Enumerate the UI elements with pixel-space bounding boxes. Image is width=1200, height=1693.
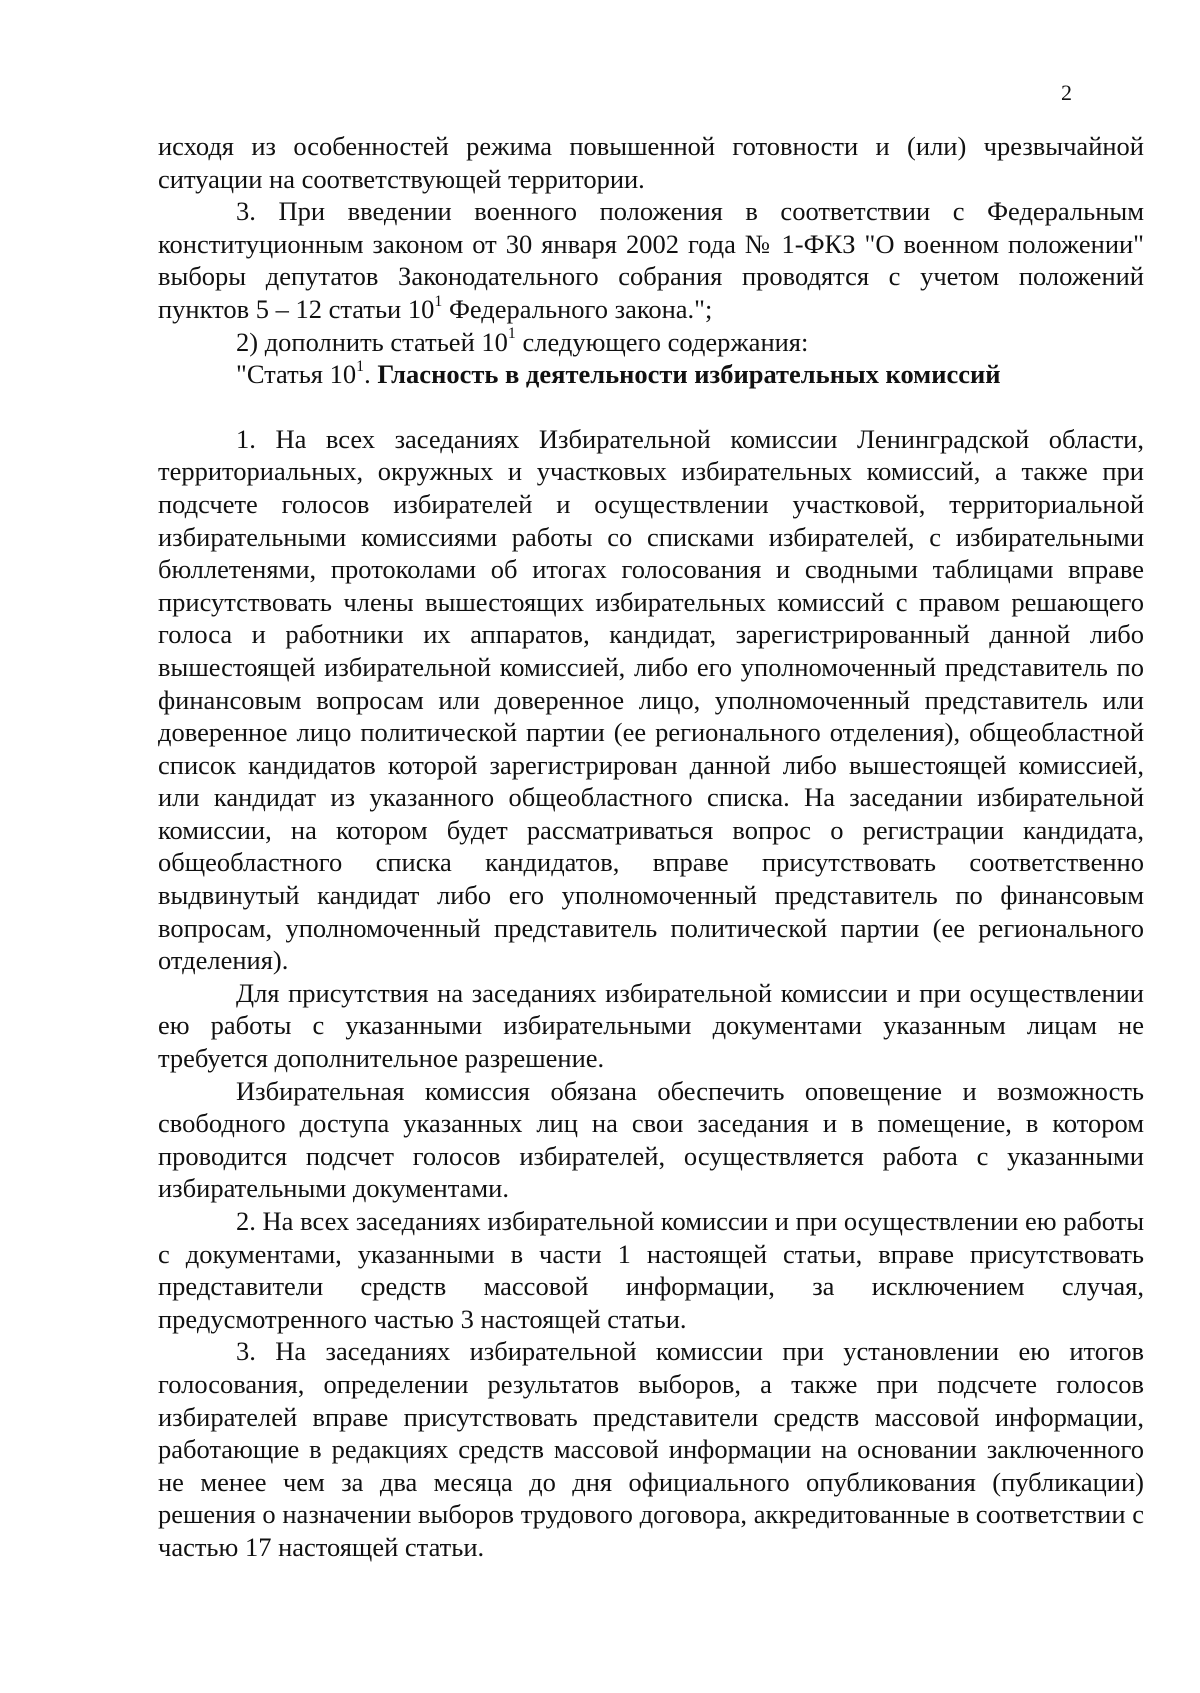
article-title: Гласность в деятельности избирательных комиссий [377,359,1001,390]
section-1-paragraph-2: Для присутствия на заседаниях избирательной комиссии и при осуществлении ею работы с указанными избирательными документами указанным лицам не требуется дополнительное разрешение. [158,977,1144,1074]
paragraph-item-2 [158,326,1144,359]
section-1-paragraph-3: Избирательная комиссия обязана обеспечить оповещение и возможность свободного доступа указанных лиц на свои заседания и в помещение, в котором проводится подсчет голосов избирателей, осуществляется работа с указанными избирательными документами. [158,1075,1144,1204]
section-3-paragraph: 3. На заседаниях избирательной комиссии при установлении ею итогов голосования, определении результатов выборов, а также при подсчете голосов избирателей вправе присутствовать представители средств массовой информации, работающие в редакциях средств массовой информации на основании заключенного не менее чем за два месяца до дня официального опубликования (публикации) решения о назначении выборов трудового договора, аккредитованные в соответствии с частью 17 настоящей статьи. [158,1336,1144,1562]
paragraph-point-3 [158,195,1144,325]
spacer [158,391,1144,423]
article-heading [158,358,1144,391]
page-number: 2 [1061,80,1072,105]
item-2-text-end: следующего содержания: [515,326,809,357]
superscript: 1 [507,325,516,343]
item-2-text: 2) дополнить статьей 10 [236,326,508,357]
superscript: 1 [434,292,443,310]
section-2-paragraph: 2. На всех заседаниях избирательной комиссии и при осуществлении ею работы с документами, указанными в части 1 настоящей статьи, вправе присутствовать представители средств массовой информации, за исключением случая, предусмотренного частью 3 настоящей статьи. [158,1206,1144,1334]
article-heading-dot: . [364,359,378,390]
continuation-paragraph: исходя из особенностей режима повышенной готовности и (или) чрезвычайной ситуации на соответствующей территории. [158,131,1144,194]
superscript: 1 [356,357,365,375]
paragraph-point-3-text: 3. При введении военного положения в соответствии с Федеральным конституционным законом от 30 января 2002 года № 1-ФКЗ "О военном положении" выборы депутатов Законодательного собрания проводятся с учетом положений пунктов 5 – 12 статьи 10 [158,196,1144,324]
section-1-paragraph-1: 1. На всех заседаниях Избирательной комиссии Ленинградской области, территориальных, окружных и участковых избирательных комиссий, а также при подсчете голосов избирателей и осуществлении участковой, территориальной избирательными комиссиями работы со списками избирателей, с избирательными бюллетенями, протоколами об итогах голосования и сводными таблицами вправе присутствовать члены вышестоящих избирательных комиссий с правом решающего голоса и работники их аппаратов, кандидат, зарегистрированный данной либо вышестоящей избирательной комиссией, либо его уполномоченный представитель по финансовым вопросам или доверенное лицо, уполномоченный представитель или доверенное лицо политической партии (ее регионального отделения), общеобластной список кандидатов которой зарегистрирован данной либо вышестоящей комиссией, или кандидат из указанного общеобластного списка. На заседании избирательной комиссии, на котором будет рассматриваться вопрос о регистрации кандидата, общеобластного списка кандидатов, вправе присутствовать соответственно выдвинутый кандидат либо его уполномоченный представитель по финансовым вопросам, уполномоченный представитель политической партии (ее регионального отделения). [158,423,1144,976]
document-body [158,130,1144,1564]
paragraph-point-3-end: Федерального закона."; [442,293,713,324]
article-heading-prefix: "Статья 10 [236,359,357,390]
